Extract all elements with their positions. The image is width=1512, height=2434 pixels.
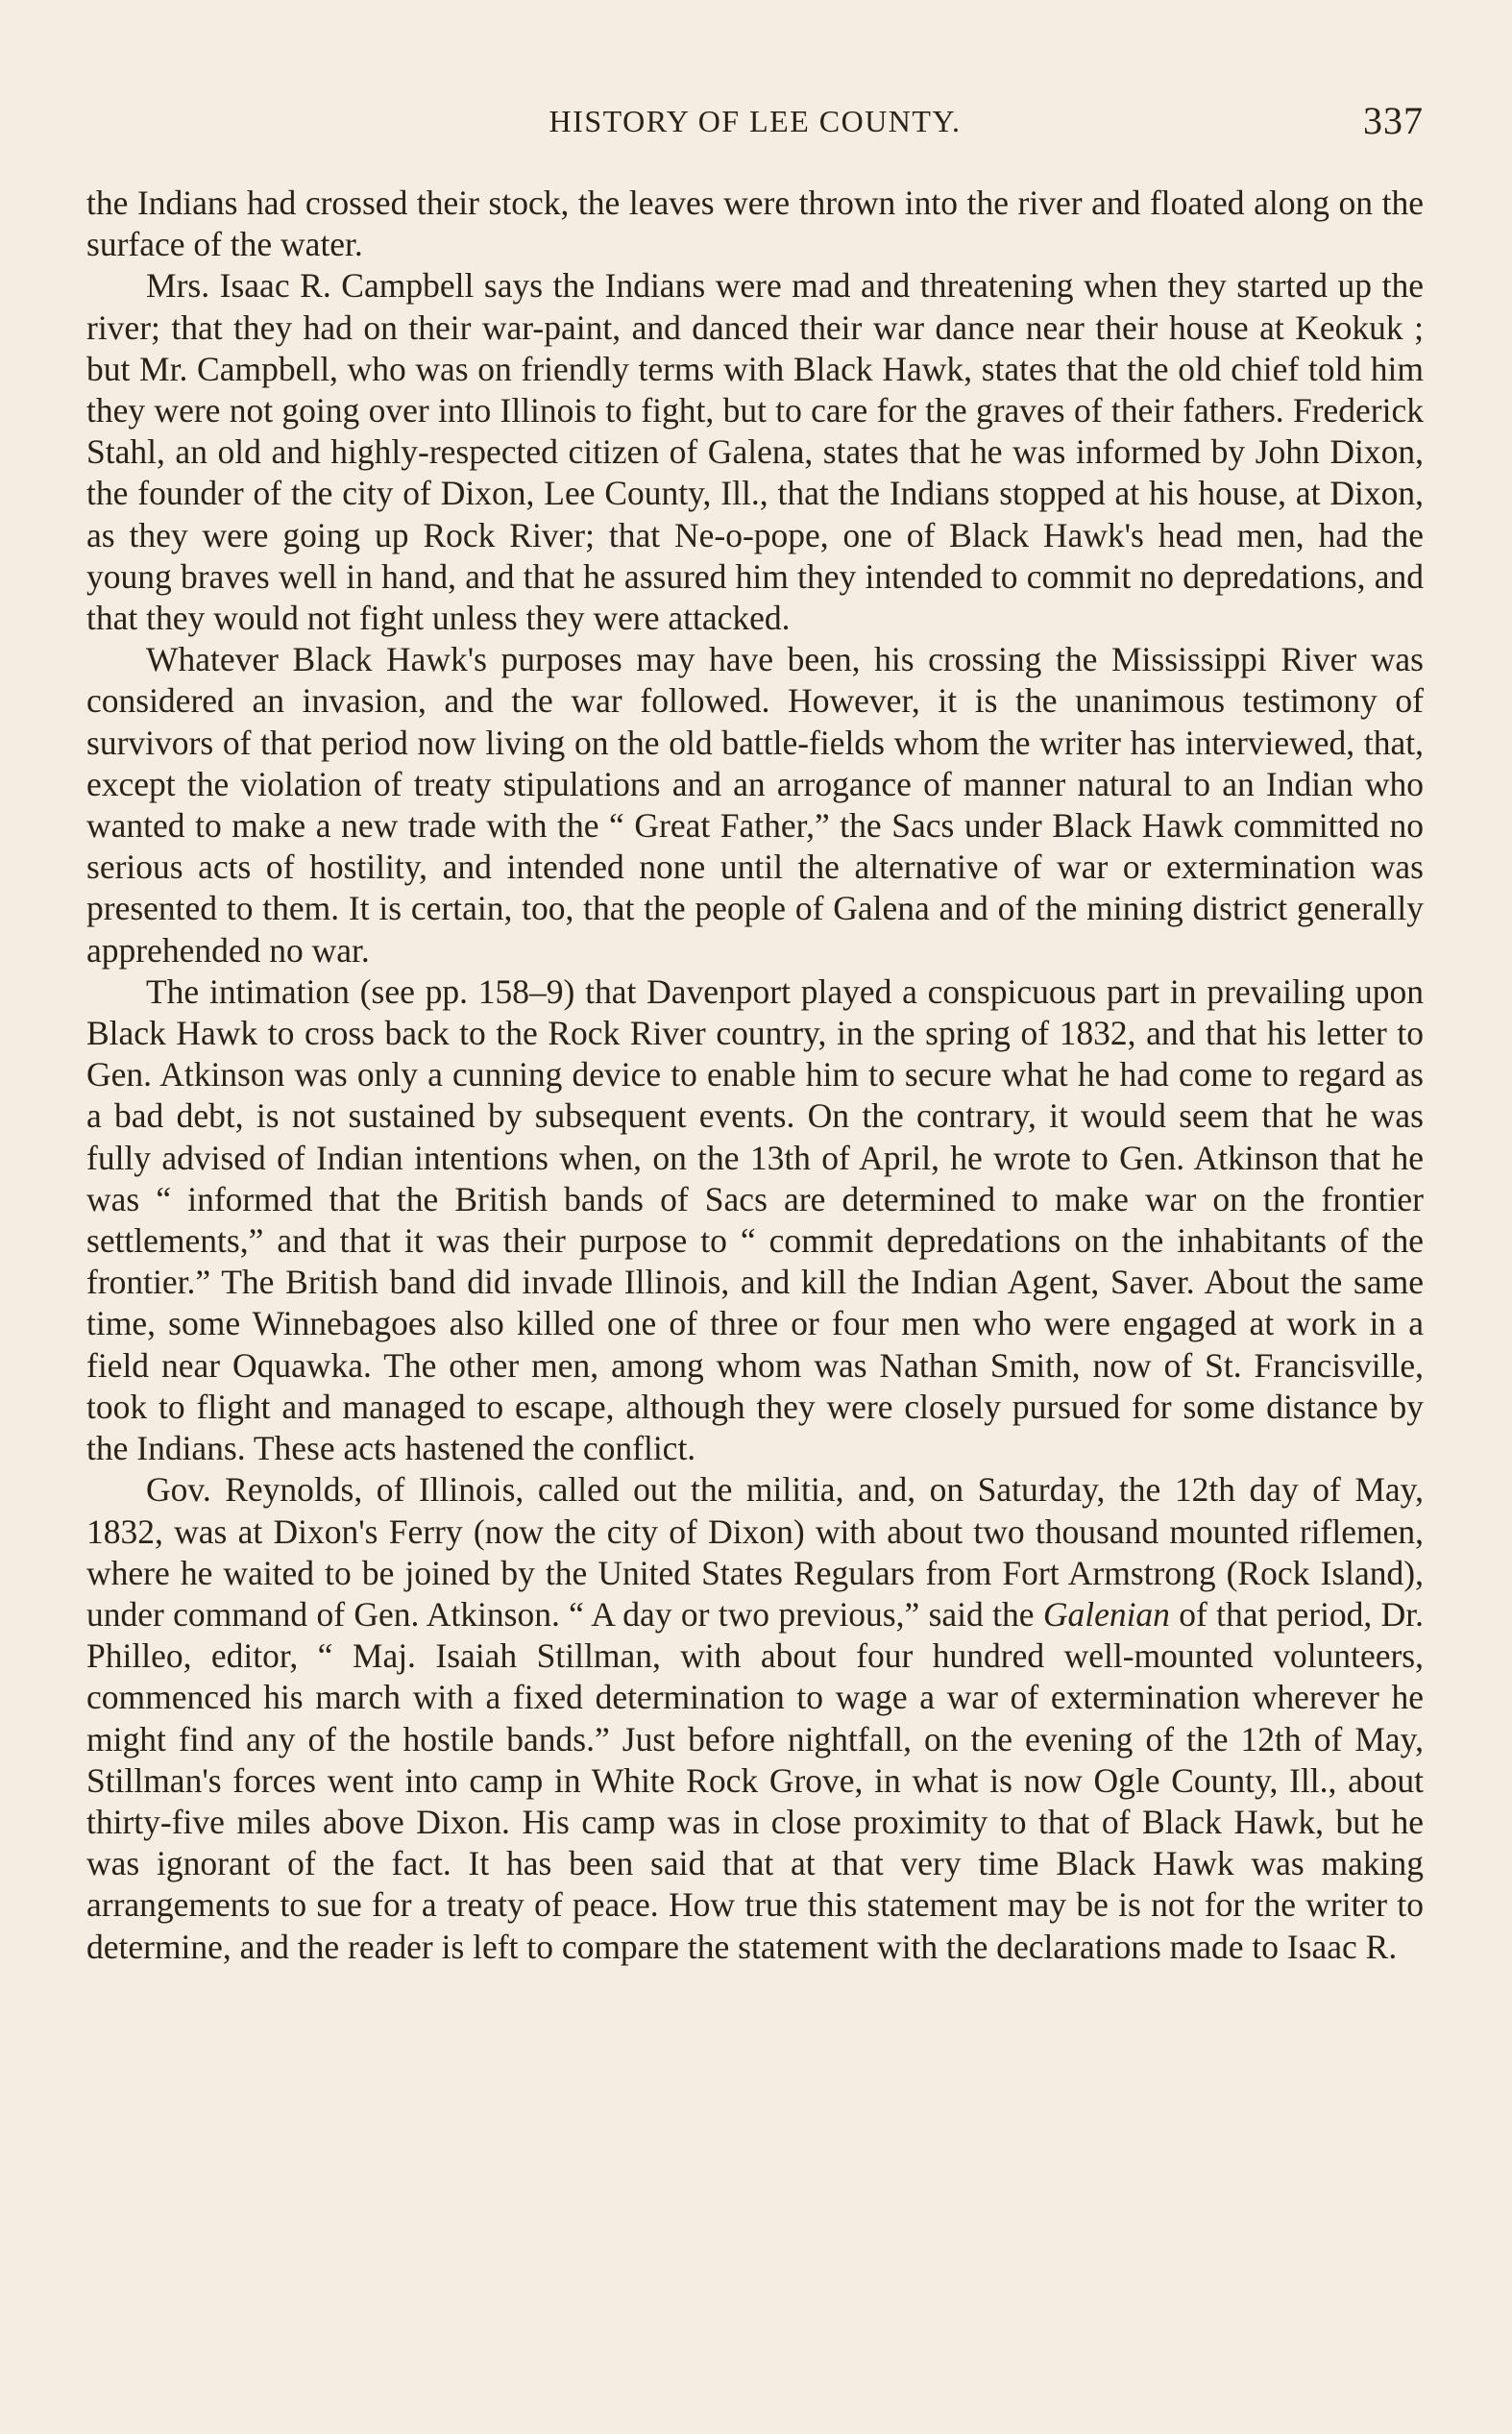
paragraph-5-part-1: Gov. Reynolds, of Illinois, called out the militia, and, on Saturday, the 12th day of May, 1832, was at Dixon's Ferry (now the city of Dixon) with about two thousand mounted riflemen, where he waited to be joined by the United States Regulars from Fort Armstrong (Rock Island), under command of Gen. Atkinson. “ A day or two previous,” said the xyxy=(86,1470,1424,1634)
paragraph-2: Mrs. Isaac R. Campbell says the Indians were mad and threatening when they started up the river; that they had on their war-paint, and danced their war dance near their house at Keokuk ; but Mr. Campbell, who was on friendly terms with Black Hawk, states that the old chief told him they were not going over into Illinois to fight, but to care for the graves of their fathers. Frederick Stahl, an old and highly-respected citizen of Galena, states that he was informed by John Dixon, the founder of the city of Dixon, Lee County, Ill., that the Indians stopped at his house, at Dixon, as they were going up Rock River; that Ne-o-pope, one of Black Hawk's head men, had the young braves well in hand, and that he assured him they intended to commit no depredations, and that they would not fight unless they were attacked. xyxy=(86,266,1424,638)
paragraph-5-part-2: of that period, Dr. Philleo, editor, “ Maj. Isaiah Stillman, with about four hundred well-mounted volunteers, commenced his march with a fixed determination to wage a war of extermination wherever he might find any of the hostile bands.” Just before nightfall, on the evening of the 12th of May, Stillman's forces went into camp in White Rock Grove, in what is now Ogle County, Ill., about thirty-five miles above Dixon. His camp was in close proximity to that of Black Hawk, but he was ignorant of the fact. It has been said that at that very time Black Hawk was making arrangements to sue for a treaty of peace. How true this statement may be is not for the writer to determine, and the reader is left to compare the statement with the declarations made to Isaac R. xyxy=(86,1594,1425,1966)
page-header xyxy=(86,99,1424,148)
body-text xyxy=(86,183,1424,1968)
paragraph-1: the Indians had crossed their stock, the leaves were thrown into the river and floated along on the surface of the water. xyxy=(86,184,1424,264)
newspaper-title-galenian: Galenian xyxy=(1042,1594,1170,1634)
running-head: HISTORY OF LEE COUNTY. xyxy=(549,104,962,138)
paragraph-3: Whatever Black Hawk's purposes may have been, his crossing the Mississippi River was considered an invasion, and the war followed. However, it is the unanimous testimony of survivors of that period now living on the old battle-fields whom the writer has interviewed, that, except the violation of treaty stipulations and an arrogance of manner natural to an Indian who wanted to make a new trade with the “ Great Father,” the Sacs under Black Hawk committed no serious acts of hostility, and intended none until the alternative of war or extermination was presented to them. It is certain, too, that the people of Galena and of the mining district generally apprehended no war. xyxy=(86,640,1424,970)
paragraph-4: The intimation (see pp. 158–9) that Davenport played a conspicuous part in prevailing upon Black Hawk to cross back to the Rock River country, in the spring of 1832, and that his letter to Gen. Atkinson was only a cunning device to enable him to secure what he had come to regard as a bad debt, is not sustained by subsequent events. On the contrary, it would seem that he was fully advised of Indian intentions when, on the 13th of April, he wrote to Gen. Atkinson that he was “ informed that the British bands of Sacs are determined to make war on the frontier settlements,” and that it was their purpose to “ commit depredations on the inhabitants of the frontier.” The British band did invade Illinois, and kill the Indian Agent, Saver. About the same time, some Winnebagoes also killed one of three or four men who were engaged at work in a field near Oquawka. The other men, among whom was Nathan Smith, now of St. Francisville, took to flight and managed to escape, although they were closely pursued for some distance by the Indians. These acts hastened the conflict. xyxy=(86,971,1424,1468)
paragraph-5 xyxy=(86,1469,1424,1967)
page-number: 337 xyxy=(1363,99,1424,142)
